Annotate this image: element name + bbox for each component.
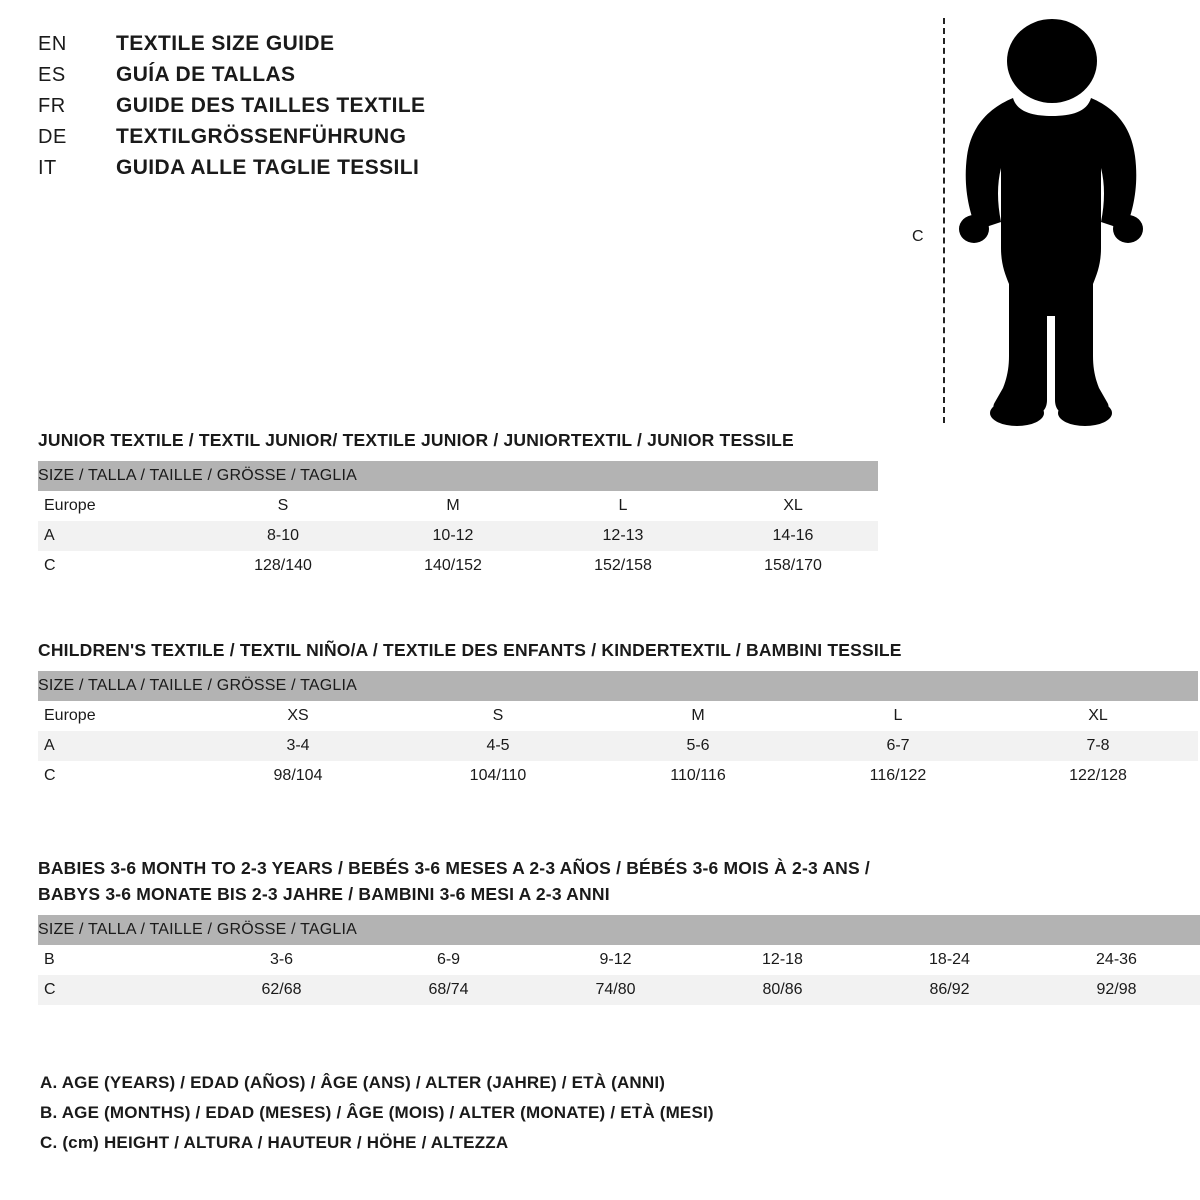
row-cell: 122/128 (998, 761, 1198, 791)
row-label: C (38, 975, 198, 1005)
row-cell: 86/92 (866, 975, 1033, 1005)
section-title: CHILDREN'S TEXTILE / TEXTIL NIÑO/A / TEXTILE DES ENFANTS / KINDERTEXTIL / BAMBINI TESSILE (38, 640, 902, 660)
section-junior (38, 430, 878, 581)
table-header-row (38, 461, 878, 491)
section-title: JUNIOR TEXTILE / TEXTIL JUNIOR/ TEXTILE JUNIOR / JUNIORTEXTIL / JUNIOR TESSILE (38, 430, 794, 450)
language-row (38, 32, 738, 63)
row-cell: 12-18 (699, 945, 866, 975)
row-cell: 128/140 (198, 551, 368, 581)
table-header-row (38, 915, 1200, 945)
row-cell: 12-13 (538, 521, 708, 551)
babies-size-table (38, 915, 1200, 1005)
section-title-line-1: BABIES 3-6 MONTH TO 2-3 YEARS / BEBÉS 3-6 MESES A 2-3 AÑOS / BÉBÉS 3-6 MOIS À 2-3 ANS / (38, 858, 870, 878)
row-cell: L (798, 701, 998, 731)
junior-size-table (38, 461, 878, 581)
row-cell: S (198, 491, 368, 521)
row-label: A (38, 731, 198, 761)
row-cell: M (368, 491, 538, 521)
language-row (38, 94, 738, 125)
children-size-table (38, 671, 1198, 791)
row-cell: 6-9 (365, 945, 532, 975)
language-title: GUIDE DES TAILLES TEXTILE (116, 94, 426, 117)
section-title (38, 855, 1200, 907)
language-code: FR (38, 95, 66, 117)
height-dashed-line (943, 18, 945, 423)
language-code: EN (38, 33, 67, 55)
table-row (38, 551, 878, 581)
language-title-block (38, 32, 738, 187)
row-cell: 98/104 (198, 761, 398, 791)
row-cell: 92/98 (1033, 975, 1200, 1005)
table-row (38, 701, 1198, 731)
language-code: DE (38, 126, 67, 148)
row-cell: 152/158 (538, 551, 708, 581)
row-cell: 14-16 (708, 521, 878, 551)
row-cell: 80/86 (699, 975, 866, 1005)
language-title: GUÍA DE TALLAS (116, 63, 296, 86)
row-label: C (38, 551, 198, 581)
row-cell: S (398, 701, 598, 731)
row-cell: 6-7 (798, 731, 998, 761)
table-header-row (38, 671, 1198, 701)
row-label: Europe (38, 491, 198, 521)
child-silhouette-icon (955, 16, 1150, 426)
legend-item-b: B. AGE (MONTHS) / EDAD (MESES) / ÂGE (MOIS) / ALTER (MONATE) / ETÀ (MESI) (40, 1103, 714, 1122)
language-row (38, 125, 738, 156)
row-cell: 140/152 (368, 551, 538, 581)
row-cell: 4-5 (398, 731, 598, 761)
row-cell: 74/80 (532, 975, 699, 1005)
row-cell: 5-6 (598, 731, 798, 761)
table-row (38, 731, 1198, 761)
table-row (38, 491, 878, 521)
row-cell: 7-8 (998, 731, 1198, 761)
section-children (38, 640, 1198, 791)
table-row (38, 761, 1198, 791)
language-title: TEXTILE SIZE GUIDE (116, 32, 335, 55)
table-row (38, 945, 1200, 975)
row-cell: 110/116 (598, 761, 798, 791)
row-cell: 24-36 (1033, 945, 1200, 975)
legend-item-a: A. AGE (YEARS) / EDAD (AÑOS) / ÂGE (ANS) / ALTER (JAHRE) / ETÀ (ANNI) (40, 1073, 666, 1092)
table-header-label: SIZE / TALLA / TAILLE / GRÖSSE / TAGLIA (38, 915, 1200, 945)
table-header-label: SIZE / TALLA / TAILLE / GRÖSSE / TAGLIA (38, 461, 878, 491)
height-measure-label: C (912, 228, 924, 245)
row-label: A (38, 521, 198, 551)
row-label: Europe (38, 701, 198, 731)
row-cell: XS (198, 701, 398, 731)
row-cell: 9-12 (532, 945, 699, 975)
row-cell: 8-10 (198, 521, 368, 551)
row-cell: M (598, 701, 798, 731)
row-cell: 3-4 (198, 731, 398, 761)
row-cell: 116/122 (798, 761, 998, 791)
legend-block (40, 1068, 714, 1158)
row-cell: XL (998, 701, 1198, 731)
table-header-label: SIZE / TALLA / TAILLE / GRÖSSE / TAGLIA (38, 671, 1198, 701)
row-cell: 68/74 (365, 975, 532, 1005)
language-title: TEXTILGRÖSSENFÜHRUNG (116, 125, 407, 148)
row-label: C (38, 761, 198, 791)
row-cell: L (538, 491, 708, 521)
language-row (38, 156, 738, 187)
table-row (38, 521, 878, 551)
section-title-line-2: BABYS 3-6 MONATE BIS 2-3 JAHRE / BAMBINI 3-6 MESI A 2-3 ANNI (38, 884, 610, 904)
language-code: ES (38, 64, 66, 86)
section-babies (38, 855, 1200, 1005)
row-label: B (38, 945, 198, 975)
language-row (38, 63, 738, 94)
table-row (38, 975, 1200, 1005)
row-cell: 158/170 (708, 551, 878, 581)
language-code: IT (38, 157, 57, 179)
row-cell: 3-6 (198, 945, 365, 975)
row-cell: 104/110 (398, 761, 598, 791)
row-cell: 10-12 (368, 521, 538, 551)
legend-item-c: C. (cm) HEIGHT / ALTURA / HAUTEUR / HÖHE / ALTEZZA (40, 1133, 509, 1152)
row-cell: 18-24 (866, 945, 1033, 975)
row-cell: XL (708, 491, 878, 521)
language-title: GUIDA ALLE TAGLIE TESSILI (116, 156, 420, 179)
row-cell: 62/68 (198, 975, 365, 1005)
height-figure (900, 10, 1160, 430)
